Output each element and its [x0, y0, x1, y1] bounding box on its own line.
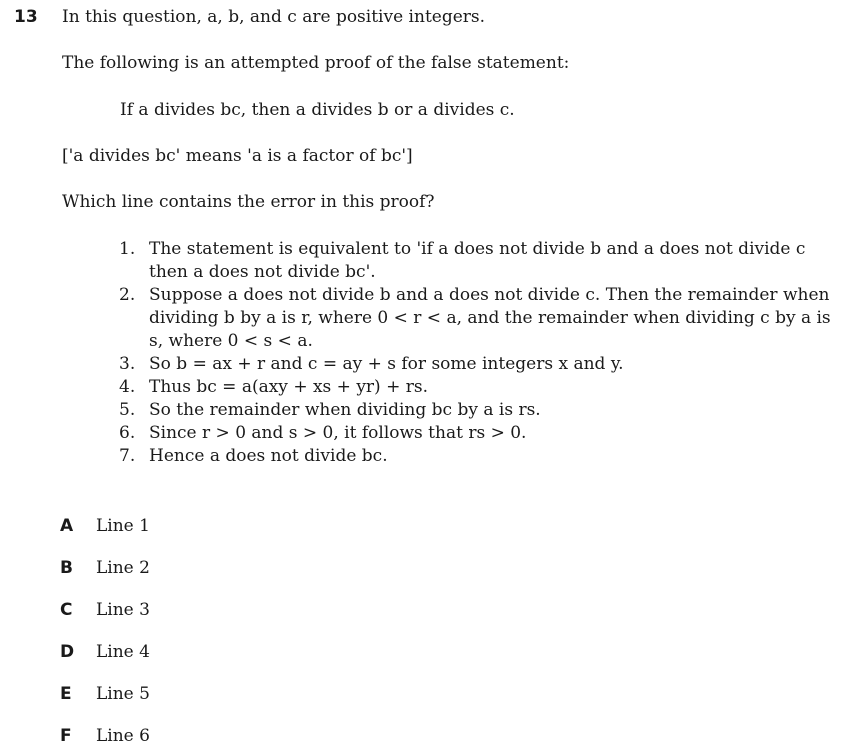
proof-line-text: So the remainder when dividing bc by a is rs.: [149, 400, 541, 420]
proof-line-6: [119, 422, 834, 445]
option-label: Line 6: [96, 726, 150, 746]
proof-line-text: Thus bc = a(axy + xs + yr) + rs.: [149, 377, 428, 397]
question-intro: In this question, a, b, and c are positive integers.: [62, 7, 486, 27]
question-number: 13: [14, 7, 38, 27]
question-lead: The following is an attempted proof of the false statement:: [62, 53, 570, 73]
proof-line-1: [119, 238, 834, 284]
proof-line-text: So b = ax + r and c = ay + s for some integers x and y.: [149, 354, 624, 374]
answer-option-f[interactable]: [60, 726, 150, 746]
answer-option-b[interactable]: [60, 558, 150, 578]
option-label: Line 4: [96, 642, 150, 662]
proof-lines: [119, 238, 834, 468]
proof-line-7: [119, 445, 834, 468]
definition-note: ['a divides bc' means 'a is a factor of bc']: [62, 146, 413, 166]
answer-option-a[interactable]: [60, 516, 150, 536]
proof-line-3: [119, 353, 834, 376]
proof-line-number: 1.: [119, 239, 136, 259]
answer-option-d[interactable]: [60, 642, 150, 662]
proof-line-2: [119, 284, 834, 353]
false-statement: If a divides bc, then a divides b or a divides c.: [120, 100, 515, 120]
proof-line-5: [119, 399, 834, 422]
option-letter: A: [60, 516, 74, 536]
proof-line-number: 3.: [119, 354, 136, 374]
proof-line-text: Hence a does not divide bc.: [149, 446, 388, 466]
option-letter: F: [60, 726, 72, 746]
option-letter: C: [60, 600, 73, 620]
proof-line-number: 6.: [119, 423, 136, 443]
answer-option-c[interactable]: [60, 600, 150, 620]
option-label: Line 5: [96, 684, 150, 704]
option-label: Line 2: [96, 558, 150, 578]
option-label: Line 3: [96, 600, 150, 620]
proof-line-text: Since r > 0 and s > 0, it follows that rs > 0.: [149, 423, 527, 443]
proof-line-text: Suppose a does not divide b and a does not divide c. Then the remainder when dividing b by a is r, where 0 < r < a, and the remainder when dividing c by a is s, where 0 < s < a.: [149, 285, 831, 351]
option-letter: E: [60, 684, 72, 704]
answer-option-e[interactable]: [60, 684, 150, 704]
proof-line-4: [119, 376, 834, 399]
option-letter: D: [60, 642, 75, 662]
question-prompt: Which line contains the error in this proof?: [62, 192, 435, 212]
proof-line-number: 7.: [119, 446, 136, 466]
option-letter: B: [60, 558, 73, 578]
proof-line-number: 5.: [119, 400, 136, 420]
proof-line-text: The statement is equivalent to 'if a does not divide b and a does not divide c then a does not divide bc'.: [149, 239, 806, 282]
proof-line-number: 2.: [119, 285, 136, 305]
option-label: Line 1: [96, 516, 150, 536]
proof-line-number: 4.: [119, 377, 136, 397]
